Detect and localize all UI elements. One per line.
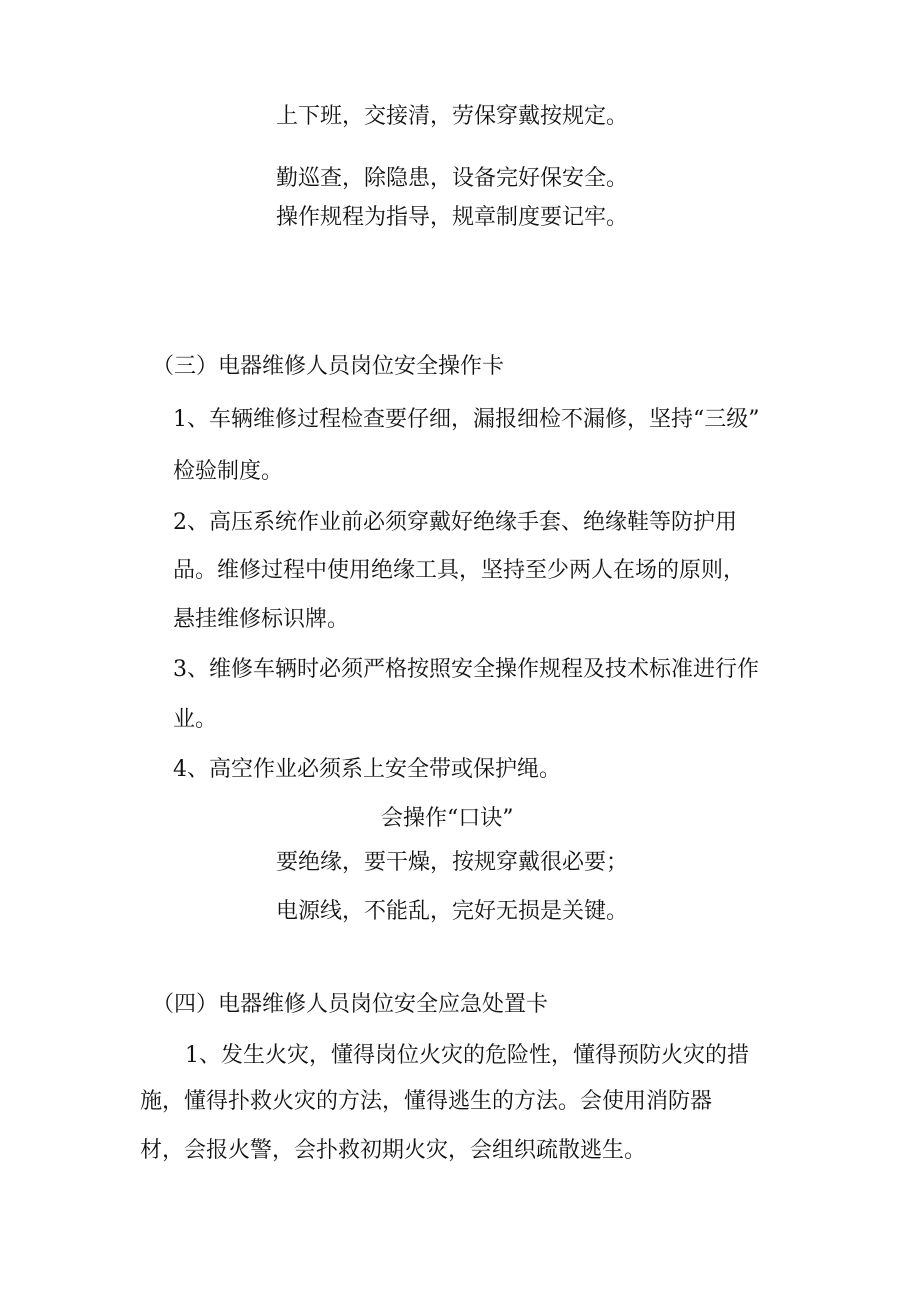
section-heading: （三）电器维修人员岗位安全操作卡 bbox=[152, 354, 505, 379]
paragraph-line: 检验制度。 bbox=[173, 459, 284, 484]
mnemonic-line: 要绝缘，要干燥，按规穿戴很必要； bbox=[276, 850, 629, 875]
paragraph-line: 4、高空作业必须系上安全带或保护绳。 bbox=[173, 757, 561, 782]
paragraph-line: 悬挂维修标识牌。 bbox=[173, 607, 350, 632]
mnemonic-line: 电源线，不能乱，完好无损是关键。 bbox=[276, 899, 629, 924]
poem-line: 操作规程为指导，规章制度要记牢。 bbox=[276, 205, 629, 230]
paragraph-line: 品。维修过程中使用绝缘工具，坚持至少两人在场的原则， bbox=[173, 558, 746, 583]
paragraph-line: 1、车辆维修过程检查要仔细，漏报细检不漏修，坚持“三级” bbox=[173, 407, 760, 432]
section-heading: （四）电器维修人员岗位安全应急处置卡 bbox=[152, 992, 549, 1017]
paragraph-line: 材，会报火警，会扑救初期火灾，会组织疏散逃生。 bbox=[140, 1138, 647, 1163]
paragraph-line: 1、发生火灾，懂得岗位火灾的危险性，懂得预防火灾的措 bbox=[185, 1043, 749, 1068]
poem-line: 上下班，交接清，劳保穿戴按规定。 bbox=[276, 104, 629, 129]
poem-line: 勤巡查，除隐患，设备完好保安全。 bbox=[276, 166, 629, 191]
paragraph-line: 施，懂得扑救火灾的方法，懂得逃生的方法。会使用消防器 bbox=[140, 1089, 713, 1114]
paragraph-line: 3、维修车辆时必须严格按照安全操作规程及技术标准进行作 bbox=[173, 657, 759, 682]
paragraph-line: 2、高压系统作业前必须穿戴好绝缘手套、绝缘鞋等防护用 bbox=[173, 510, 737, 535]
mnemonic-title: 会操作“口诀” bbox=[381, 806, 514, 831]
paragraph-line: 业。 bbox=[173, 707, 218, 732]
